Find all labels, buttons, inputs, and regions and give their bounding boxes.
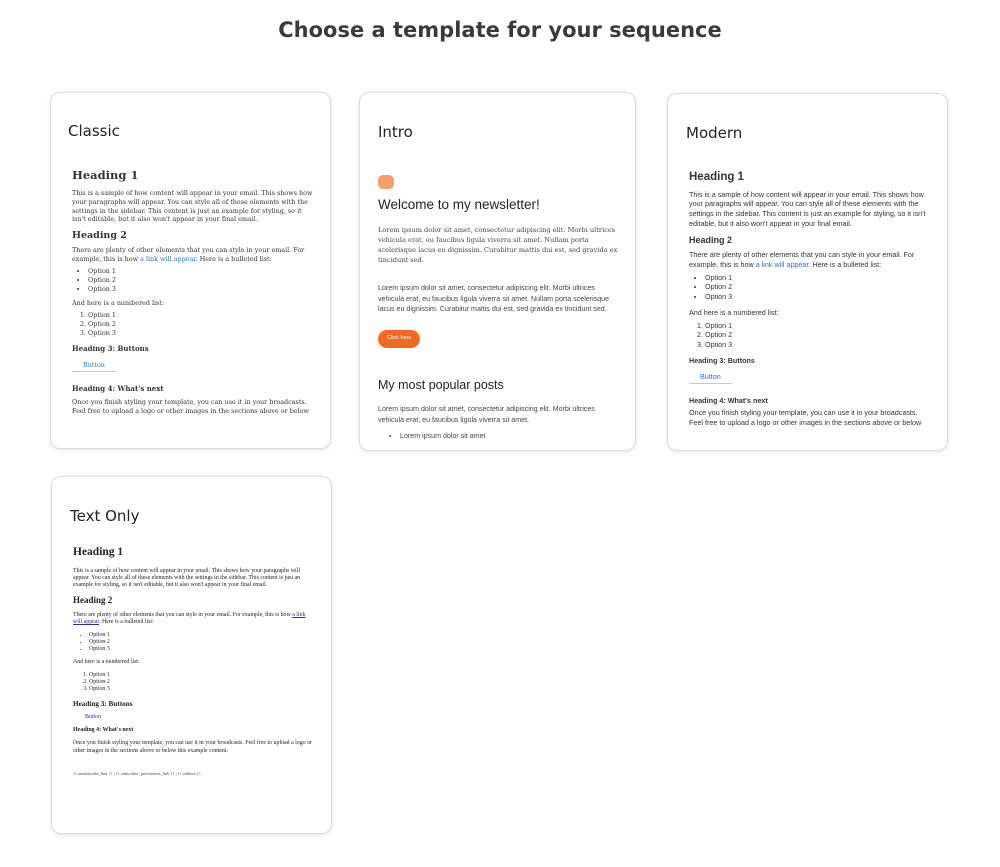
- list-item: • Option 1: [705, 273, 933, 283]
- list-item: 2. Option 2: [705, 330, 933, 340]
- list-item: 1. Option 1: [88, 311, 316, 320]
- preview-cta-button: Click here: [378, 330, 420, 348]
- list-item: • Option 3: [705, 292, 933, 302]
- preview-heading-4: Heading 4: What's next: [689, 395, 768, 405]
- preview-bulleted-list: [378, 431, 622, 441]
- preview-bulleted-list: [689, 273, 933, 302]
- preview-paragraph: And here is a numbered list:: [72, 299, 165, 308]
- template-preview: [378, 175, 622, 443]
- preview-bulleted-list: [72, 267, 316, 293]
- page-title: Choose a template for your sequence: [278, 18, 722, 42]
- list-item: 1. Option 1: [705, 321, 933, 331]
- preview-link: a link will appear: [140, 255, 196, 264]
- preview-paragraph: Lorem ipsum dolor sit amet, consectetur adipiscing elit. Morbi ultrices vehicula erat, eu faucibus ligula viverra sit amet. Nullam porta scelerisque lacus eu dignissim. Curabitur mattis dui est, sed gravida ex tincidunt sed.: [378, 284, 610, 313]
- list-item: 3. Option 3: [88, 329, 316, 338]
- template-title: Classic: [68, 122, 120, 140]
- preview-numbered-list: [72, 311, 316, 337]
- preview-heading-1: Heading 1: [72, 168, 139, 182]
- list-item: • Lorem ipsum dolor sit amet: [400, 431, 622, 441]
- preview-button: Button: [72, 360, 116, 372]
- preview-link: a link will appear: [755, 259, 809, 269]
- preview-heading-4: Heading 4: What's next: [72, 384, 164, 394]
- preview-paragraph: Once you finish styling your template, you can use it in your broadcasts. Feel free to upload a logo or other images in the sections above or below: [689, 408, 922, 428]
- list-item: 3. Option 3: [89, 686, 315, 693]
- preview-paragraph: This is a sample of how content will appear in your email. This shows how your paragraphs will appear. You can style all of these elements with the settings in the sidebar. This content is just an example for styling, so it isn't editable, but it also won't appear in your final email.: [689, 189, 926, 228]
- preview-paragraph: This is a sample of how content will appear in your email. This shows how your paragraphs will appear. You can style all of these elements with the settings in the sidebar. This content is just an example for styling, so it isn't editable, but it also won't appear in your final email.: [72, 188, 313, 224]
- preview-heading-2: Heading 2: [689, 234, 733, 245]
- preview-bulleted-list: [73, 632, 315, 653]
- preview-paragraph: This is a sample of how content will appear in your email. This shows how your paragraphs will appear. You can style all of these elements with the settings in the sidebar. This content is just an example for styling, so it isn't editable, but it also won't appear in your final email.: [73, 567, 301, 588]
- template-title: Text Only: [70, 507, 140, 525]
- preview-button: Button: [689, 371, 732, 384]
- template-card-intro[interactable]: [359, 92, 636, 451]
- preview-link: a link will appear: [73, 611, 306, 625]
- preview-footer: {{ unsubscribe_link }} | {{ subscriber_preferences_link }} | {{ address }}: [73, 770, 201, 776]
- list-item: • Option 3: [88, 285, 316, 294]
- preview-heading-2: Heading 2: [72, 230, 127, 242]
- template-card-text-only[interactable]: [51, 476, 332, 834]
- list-item: • Option 1: [88, 267, 316, 276]
- list-item: • Option 1: [89, 632, 315, 639]
- preview-paragraph: There are plenty of other elements that you can style in your email. For example, this is how a link will appear. Here is a bulleted list:: [73, 611, 306, 625]
- preview-welcome-heading: Welcome to my newsletter!: [378, 197, 540, 212]
- preview-numbered-list: [689, 321, 933, 350]
- list-item: 3. Option 3: [705, 340, 933, 350]
- preview-button: Button: [85, 714, 102, 721]
- preview-numbered-list: [73, 672, 315, 693]
- list-item: 2. Option 2: [89, 679, 315, 686]
- preview-paragraph: There are plenty of other elements that you can style in your email. For example, this is how a link will appear. Here is a bulleted list:: [72, 246, 305, 264]
- preview-heading-3: Heading 3: Buttons: [73, 699, 133, 708]
- template-card-modern[interactable]: [667, 93, 948, 451]
- preview-heading-3: Heading 3: Buttons: [72, 343, 149, 353]
- logo-placeholder: [378, 175, 394, 189]
- preview-popular-heading: My most popular posts: [378, 378, 504, 393]
- list-item: 1. Option 1: [89, 672, 315, 679]
- preview-paragraph: Once you finish styling your template, you can use it in your broadcasts. Feel free to upload a logo or other images in the sections above or below this example content.: [73, 740, 313, 754]
- template-preview: [73, 546, 315, 826]
- preview-heading-1: Heading 1: [73, 546, 124, 558]
- preview-paragraph: Once you finish styling your template, you can use it in your broadcasts. Feel free to upload a logo or other images in the sections above or below: [72, 397, 309, 415]
- preview-paragraph: Lorem ipsum dolor sit amet, consectetur adipiscing elit. Morbi ultrices vehicula erat, eu faucibus ligula viverra sit amet. Nullam porta scelerisque lacus eu dignissim. Curabitur mattis dui est, sed gravida ex tincidunt sed.: [378, 225, 618, 265]
- preview-heading-4: Heading 4: What's next: [73, 727, 134, 734]
- list-item: • Option 2: [89, 639, 315, 646]
- preview-heading-1: Heading 1: [689, 171, 744, 183]
- template-preview: [72, 168, 316, 439]
- preview-heading-2: Heading 2: [73, 595, 113, 606]
- preview-paragraph: Lorem ipsum dolor sit amet, consectetur adipiscing elit. Morbi ultrices vehicula erat, eu faucibus ligula viverra sit amet.: [378, 405, 595, 424]
- preview-paragraph: And here is a numbered list:: [689, 307, 779, 317]
- template-title: Intro: [378, 123, 413, 141]
- preview-paragraph: There are plenty of other elements that you can style in your email. For example, this is how a link will appear. Here is a bulleted list:: [689, 249, 915, 269]
- list-item: 2. Option 2: [88, 320, 316, 329]
- list-item: • Option 3: [89, 646, 315, 653]
- preview-paragraph: And here is a numbered list:: [73, 659, 140, 666]
- list-item: • Option 2: [88, 276, 316, 285]
- template-card-classic[interactable]: [50, 92, 331, 449]
- template-preview: [689, 170, 933, 441]
- preview-heading-3: Heading 3: Buttons: [689, 356, 755, 366]
- list-item: • Option 2: [705, 282, 933, 292]
- template-title: Modern: [686, 124, 743, 142]
